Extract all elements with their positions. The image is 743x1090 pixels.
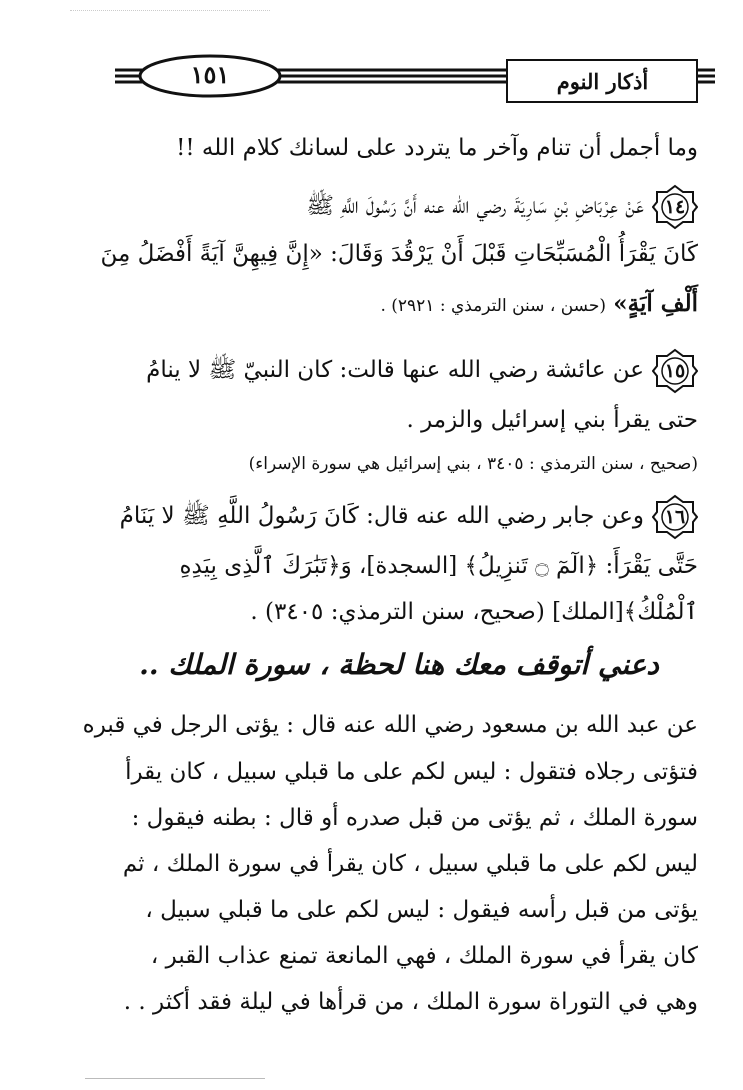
hadith-number-medal-icon [652, 184, 698, 230]
body-line-1: عن عبد الله بن مسعود رضي الله عنه قال : يؤتى الرجل في قبره [82, 712, 698, 738]
body-line-7: وهي في التوراة سورة الملك ، من قرأها في ليلة فقد أكثر . . [123, 989, 698, 1015]
hadith-15-line-2: حتى يقرأ بني إسرائيل والزمر . [406, 407, 698, 433]
page-header [95, 50, 715, 106]
bottom-rule [85, 1078, 265, 1079]
hadith-quote-end: أَلْفِ آيَةٍ» [613, 290, 698, 317]
intro-line: وما أجمل أن تنام وآخر ما يتردد على لسانك كلام الله !! [176, 135, 698, 161]
body-line-4: ليس لكم على ما قبلي سبيل ، كان يقرأ في سورة الملك ، ثم [122, 851, 698, 877]
scan-speckle [70, 10, 270, 13]
hadith-16-line-3: ٱلْمُلْكُ﴾[الملك] (صحيح، سنن الترمذي: ٣٤٠٥) . [250, 599, 698, 625]
chapter-title: أذكار النوم [556, 69, 649, 94]
section-heading: دعني أتوقف معك هنا لحظة ، سورة الملك .. [139, 648, 659, 681]
body-line-5: يؤتى من قبل رأسه فيقول : ليس لكم على ما قبلي سبيل ، [145, 897, 698, 923]
hadith-number-medal-icon [652, 348, 698, 394]
hadith-number: ١٥ [664, 360, 686, 382]
hadith-reference: (حسن ، سنن الترمذي : ٢٩٢١) . [380, 296, 606, 316]
hadith-16-line-1 [120, 494, 698, 540]
hadith-15-line-1 [146, 348, 698, 394]
body-line-3: سورة الملك ، ثم يؤتى من قبل صدره أو قال : بطنه فيقول : [131, 805, 698, 831]
body-line-6: كان يقرأ في سورة الملك ، فهي المانعة تمنع عذاب القبر ، [150, 943, 698, 969]
page-number: ١٥١ [190, 60, 230, 89]
hadith-15-reference: (صحيح ، سنن الترمذي : ٣٤٠٥ ، بني إسرائيل هي سورة الإسراء) [248, 454, 698, 474]
hadith-16-line-2: حَتَّى يَقْرَأَ: ﴿الٓمٓ ۝ تَنزِيلُ﴾ [السجدة]، وَ﴿تَبَٰرَكَ ٱلَّذِى بِيَدِهِ [179, 553, 698, 579]
hadith-text: عن عائشة رضي الله عنها قالت: كان النبيّ ﷺ لا ينامُ [146, 357, 644, 383]
hadith-14-line-1 [306, 184, 698, 230]
hadith-14-line-3 [380, 284, 698, 326]
hadith-text: عَنْ عِرْبَاضِ بْنِ سَارِيَةَ رضي الله عنه أَنَّ رَسُولَ اللَّهِ ﷺ [306, 193, 644, 219]
hadith-14-line-2: كَانَ يَقْرَأُ الْمُسَبِّحَاتِ قَبْلَ أَنْ يَرْقُدَ وَقَالَ: «إِنَّ فِيهِنَّ آيَةً أَفْضَلُ مِنَ [100, 241, 698, 267]
hadith-number: ١٦ [664, 506, 686, 528]
hadith-number-medal-icon [652, 494, 698, 540]
body-line-2: فتؤتى رجلاه فتقول : ليس لكم على ما قبلي سبيل ، كان يقرأ [125, 759, 698, 785]
hadith-text: وعن جابر رضي الله عنه قال: كَانَ رَسُولُ اللَّهِ ﷺ لا يَنَامُ [119, 503, 644, 529]
hadith-number: ١٤ [664, 196, 686, 218]
